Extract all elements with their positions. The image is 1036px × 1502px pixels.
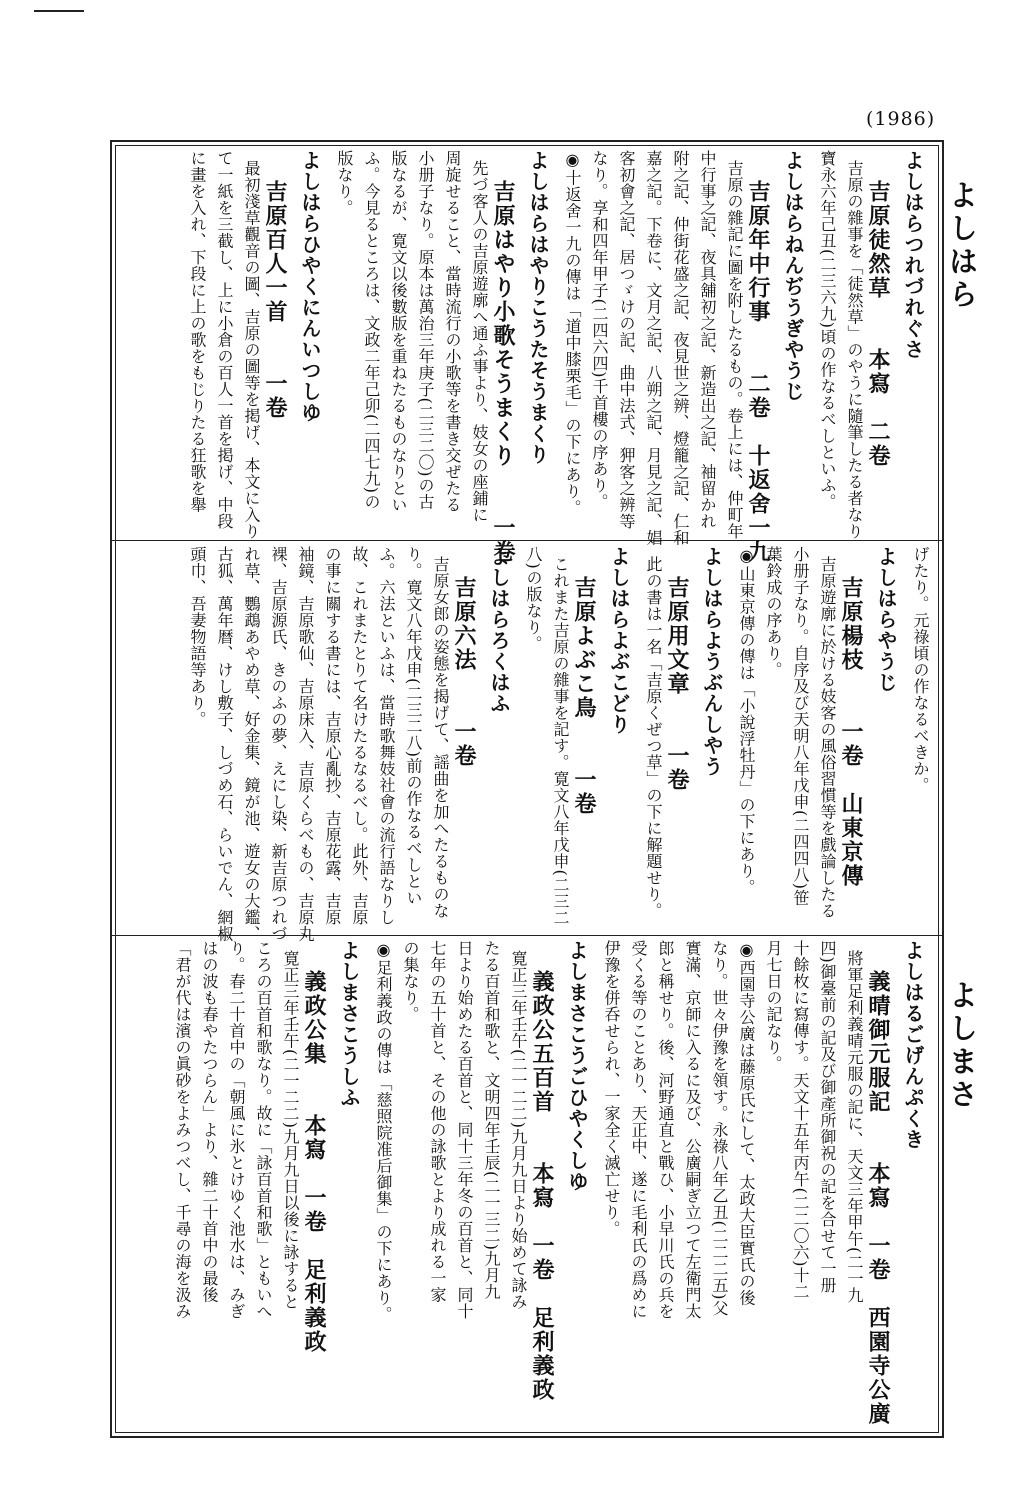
body-line: 附之記、仲街花盛之記、夜見世之辨、燈籠之記、仁和 (671, 150, 690, 546)
body-line: ふ。今見るところは、文政二年己卯(二四七九)の (362, 150, 381, 510)
body-line: り。寛文八年戊申(二三二八)前の作なるべしとい (404, 546, 423, 906)
body-line: の事に關する書には、吉原心亂抄、吉原花露、吉原 (323, 546, 342, 926)
body-line: ◉足利義政の傳は「慈照院准后御集」の下にあり。 (374, 940, 393, 1323)
entry-heading: よしはらひやくにんいつしゆ (298, 150, 322, 423)
body-line: に畫を入れ、下段に上の歌をもじりたる狂歌を舉 (188, 150, 207, 513)
body-line: 最初淺草觀音の圖、吉原の圖等を掲げ、本文に入り (242, 160, 261, 540)
body-line: 裸、吉原源氏、きのふの夢、えにし染、新吉原つれづ (269, 546, 288, 942)
body-line: 月七日の記なり。 (764, 940, 783, 1072)
body-line: 伊豫を併呑せられ、一家全く滅亡せり。 (602, 940, 621, 1237)
entry-title: 吉原六法 一卷 (451, 576, 477, 768)
body-line: 古狐、萬年暦、けし敷子、しづめ石、らいでん、網椒 (215, 546, 234, 942)
body-line: これまた吉原の雜事を記す。寛文八年戊申(二三二 (551, 556, 570, 926)
body-line: 嘉之記。下卷に、文月之記、八朔之記、月見之記、娼 (644, 150, 663, 546)
body-line: 頭巾、吾妻物語等あり。 (188, 546, 207, 728)
body-line: 郎と稱せり。後、河野通直と戰ひ、小早川氏の兵を (656, 940, 675, 1320)
body-line: 吉原の雜事を「徒然草」のやうに隨筆したる者なり (845, 160, 864, 540)
body-line: ◉十返舍一九の傳は「道中膝栗毛」の下にあり。 (563, 150, 582, 516)
body-line: ◉西園寺公廣は藤原氏にして、太政大臣實氏の後 (737, 940, 756, 1306)
body-line: たる百首和歌と、文明四年壬辰(二一三二)九月九 (482, 940, 501, 1300)
entry-title: 義晴御元服記 本寫 一卷 西園寺公廣 (865, 970, 891, 1426)
entry-title: 吉原徒然草 本寫 二卷 (865, 180, 891, 468)
entry-heading: よしはらようぶんしやう (700, 546, 724, 777)
body-line: 十餘枚に寫傳す。天文十五年丙午(二二〇六)十二 (791, 940, 810, 1300)
page-number: (1986) (866, 108, 936, 130)
entry-title: 義政公集 本寫 一卷 足利義政 (301, 970, 327, 1354)
body-line: 小册子なり。原本は萬治三年庚子(二三二〇)の古 (416, 150, 435, 510)
entry-heading: よしはらやうじ (874, 546, 898, 693)
section-divider-1 (112, 540, 942, 541)
body-line: ふ。六法といふは、當時歌舞妓社會の流行語なりし (377, 546, 396, 926)
entry-title: 吉原よぶこ鳥 一卷 (571, 576, 597, 816)
body-line: なり。享和四年甲子(二四六四)千首樓の序あり。 (590, 150, 609, 510)
body-line: 版なり。 (335, 150, 354, 216)
body-line: 袖鏡、吉原歌仙、吉原床入、吉原くらべもの、吉原丸 (296, 546, 315, 942)
body-line: 寛正三年壬午(二一二二)九月九日以後に詠すると (281, 950, 300, 1310)
body-line: 寶永六年己丑(二三六九)頃の作なるべしといふ。 (818, 150, 837, 510)
body-line: 中行事之記、夜具舖初之記、新造出之記、袖留かれ (698, 150, 717, 530)
body-line: なり。世々伊豫を領す。永祿八年乙丑(二二二五)父 (710, 940, 729, 1317)
running-head-right: よしはら (945, 180, 979, 312)
entry-heading: よしはらはやりこうたそうまくり (526, 150, 550, 465)
entry-heading: よしはらねんぢうぎやうじ (781, 150, 805, 402)
entry-heading: よしまさこうごひやくしゆ (565, 940, 589, 1192)
body-line: 版なるが、寛文以後數版を重ねたるものなりとい (389, 150, 408, 513)
body-line: の集なり。 (401, 940, 420, 1023)
entry-title: 義政公五百首 本寫 一卷 足利義政 (529, 970, 555, 1402)
body-line: 周旋せること、當時流行の小歌等を書き交ぜたる (443, 150, 462, 513)
body-line: 葉鈴成の序あり。 (764, 546, 783, 678)
body-line: ころの百首和歌なり。故に「詠百首和歌」ともいへ (254, 940, 273, 1320)
entry-heading: よしはるごげんぷくき (901, 940, 925, 1150)
body-line: 「君が代は濱の眞砂をよみつべし、千尋の海を汲み (173, 940, 192, 1320)
body-line: 八)の版なり。 (524, 546, 543, 652)
body-line: はの波も春やたつらん」より、雜二十首中の最後 (200, 940, 219, 1303)
body-line: て一紙を三截し、上に小倉の百人一首を掲げ、中段 (215, 150, 234, 530)
section-top (128, 150, 928, 564)
section-bottom (128, 940, 928, 1430)
body-line: 將軍足利義晴元服の記に、天文三年甲午(二一九 (845, 950, 864, 1304)
section-divider-2 (112, 935, 942, 936)
entry-title: 吉原用文章 一卷 (664, 576, 690, 792)
entry-title: 吉原楊枝 一卷 山東京傳 (838, 576, 864, 888)
body-line: 七年の五十首と、その他の詠歌とより成れる一家 (428, 940, 447, 1303)
entry-heading: よしはらよぶこどり (607, 546, 631, 735)
body-line: 客初會之記、居つゞけの記、曲中法式、狎客之辨等 (617, 150, 636, 530)
body-line: 四)御臺前の記及び御產所御祝の記を合せて一册 (818, 940, 837, 1294)
section-middle (128, 546, 930, 942)
body-line: 實滿、京師に入るに及び、公廣嗣ぎ立つて左衛門太 (683, 940, 702, 1320)
body-line: 吉原の雜記に圖を附したるもの。卷上には、仲町年 (725, 160, 744, 540)
body-line: 此の書は一名「吉原くぜつ草」の下に解題せり。 (644, 556, 663, 919)
entry-heading: よしはらろくはふ (487, 546, 511, 714)
body-line: り。春二十首中の「朝風に氷とけゆく池水は、みぎ (227, 940, 246, 1320)
body-line: 先づ客人の吉原遊廓へ通ふ事より、妓女の座鋪に (470, 160, 489, 523)
running-head-left: よしまさ (945, 980, 979, 1112)
body-line: 吉原遊廓に於ける妓客の風俗習慣等を戲論したる (818, 556, 837, 919)
entry-title: 吉原はやり小歌そうまくり 一卷 (490, 180, 516, 564)
body-line: 吉原女郎の姿態を揭げて、謡曲を加へたるものな (431, 556, 450, 919)
body-line: 小册子なり。自序及び天明八年戊申(二四四八)笹 (791, 546, 810, 906)
body-line: 寛正三年壬午(二一二二)九月九日より始めて詠み (509, 950, 528, 1310)
entry-title: 吉原年中行事 二卷 十返舍一九 (745, 180, 771, 564)
body-line: ◉山東京傳の傳は「小說浮牡丹」の下にあり。 (737, 546, 756, 896)
top-rule (34, 10, 84, 12)
entry-heading: よしまさこうしふ (337, 940, 361, 1108)
entry-title: 吉原百人一首 一卷 (262, 180, 288, 420)
body-line: げたり。元祿頃の作なるべきか。 (911, 546, 930, 794)
body-line: 受くる等のことあり、天正中、遂に毛利氏の爲めに (629, 940, 648, 1320)
entry-heading: よしはらつれづれぐさ (901, 150, 925, 360)
body-line: 故、これまたとりて名けたるなるべし。此外、吉原 (350, 546, 369, 926)
body-line: れ草、鸚鵡あやめ草、好金集、鏡が池、遊女の大鑑、 (242, 546, 261, 942)
body-line: 日より始めたる百首と、同十三年冬の百首と、同十 (455, 940, 474, 1320)
